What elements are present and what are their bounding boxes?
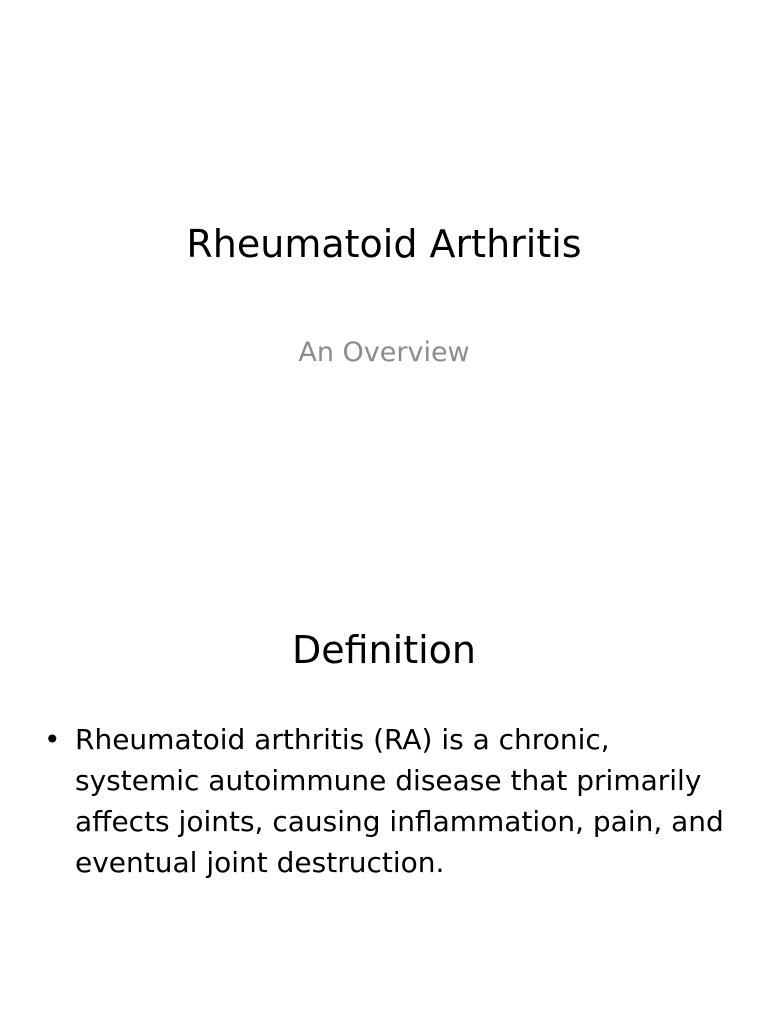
slide-subtitle: An Overview [298,337,470,368]
slide-title-heading: Rheumatoid Arthritis [186,222,582,266]
slide-definition [0,576,768,1024]
bullet-list [40,719,730,883]
slide-definition-heading: Definition [291,628,476,672]
bullet-dot-icon: • [44,723,61,756]
bullet-item [40,719,730,883]
bullet-text: Rheumatoid arthritis (RA) is a chronic, systemic autoimmune disease that primarily affects joints, causing inflammation, pain, and eventual joint destruction. [75,723,724,879]
